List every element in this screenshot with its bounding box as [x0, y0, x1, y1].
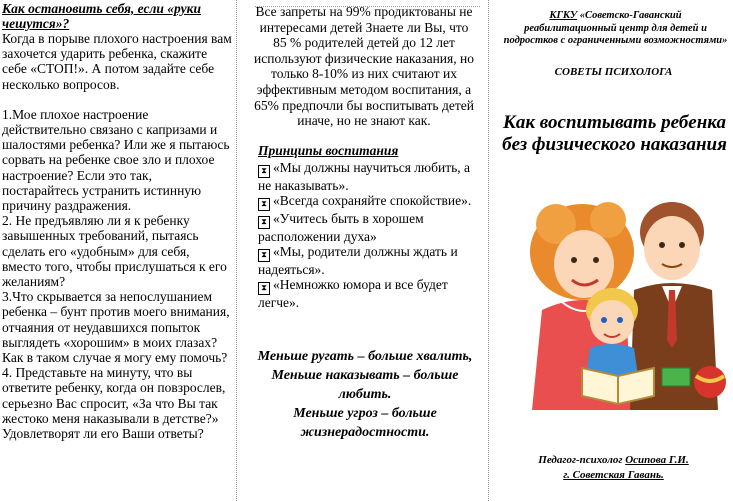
principles-heading: Принципы воспитания [258, 142, 399, 158]
left-panel [0, 0, 232, 501]
question-2: 2. Не предъявляю ли я к ребенку завышенных требований, пытаясь сделать его «удобным» для себя, вместо того, чтобы прислушаться к его желаниям? [2, 213, 227, 290]
organization-name: КГКУ «Советско-Гаванский реабилитационный центр для детей и подростков с ограниченными возможностями» [503, 10, 728, 46]
family-reading-illustration [512, 190, 732, 410]
question-3: 3.Что скрывается за непослушанием ребенка – бунт против моего внимания, отчаяния от неудавшихся попыток выглядеть «хорошим» в моих глазах? Как в таком случае я могу ему помочь? [2, 289, 230, 366]
hourglass-icon: ⧗ [258, 216, 270, 229]
city-line: г. Советская Гавань. [563, 469, 664, 481]
hourglass-icon: ⧗ [258, 165, 270, 178]
father-face [644, 216, 700, 280]
hourglass-icon: ⧗ [258, 249, 270, 262]
advice-label: СОВЕТЫ ПСИХОЛОГА [554, 65, 673, 78]
cover-panel [494, 0, 733, 501]
principle-item: ⧗ «Учитесь быть в хорошем расположении духа» [258, 210, 424, 244]
motto-line: Меньше угроз – больше жизнерадостности. [293, 405, 437, 440]
column1-heading: Как остановить себя, если «руки чешутся»? [2, 1, 201, 31]
author-block [494, 453, 733, 483]
hourglass-icon: ⧗ [258, 198, 270, 211]
middle-panel [244, 0, 482, 501]
question-4: 4. Представьте на минуту, что вы ответите ребенку, когда он повзрослев, серьезно Вас спросит, «За что Вы так жестоко меня наказывали в детстве?» Удовлетворят ли его Ваши ответы? [2, 365, 226, 442]
principle-item: ⧗ «Мы должны научиться любить, а не наказывать». [258, 159, 471, 193]
column1-intro: Когда в порыве плохого настроения вам захочется ударить ребенка, скажите себе «СТОП!». А потом задайте себе несколько вопросов. [2, 31, 232, 92]
fold-line-right [488, 0, 489, 501]
motto-line: Меньше наказывать – больше любить. [271, 367, 459, 402]
motto-line: Меньше ругать – больше хвалить, [257, 348, 473, 364]
statistics-text: Все запреты на 99% продиктованы не интересами детей Знаете ли Вы, что 85 % родителей детей до 12 лет используют физические наказания, но только 8-10% из них считают их эффективным методом воспитания, а 65% предпочли бы воспитывать детей иначе, но не знают как. [254, 4, 474, 129]
principle-item: ⧗ «Немножко юмора и все будет легче». [258, 277, 448, 311]
brochure-title: Как воспитывать ребенка без физического наказания [502, 111, 727, 155]
principles-list [244, 160, 482, 311]
fold-line-left [236, 0, 237, 501]
question-1: 1.Мое плохое настроение действительно связано с капризами и шалостями ребенка? Или же я пытаюсь сорвать на ребенке свое зло и плохое настроение? Если это так, постарайтесь устранить истинную причину раздражения. [2, 106, 230, 214]
principle-item: ⧗ «Всегда сохраняйте спокойствие». [258, 193, 482, 211]
author-line: Педагог-психолог Осипова Г.И. [538, 454, 689, 466]
principle-item: ⧗ «Мы, родители должны ждать и надеяться». [258, 244, 458, 278]
motto-block [254, 347, 476, 442]
hourglass-icon: ⧗ [258, 282, 270, 295]
mother-face [554, 230, 614, 298]
